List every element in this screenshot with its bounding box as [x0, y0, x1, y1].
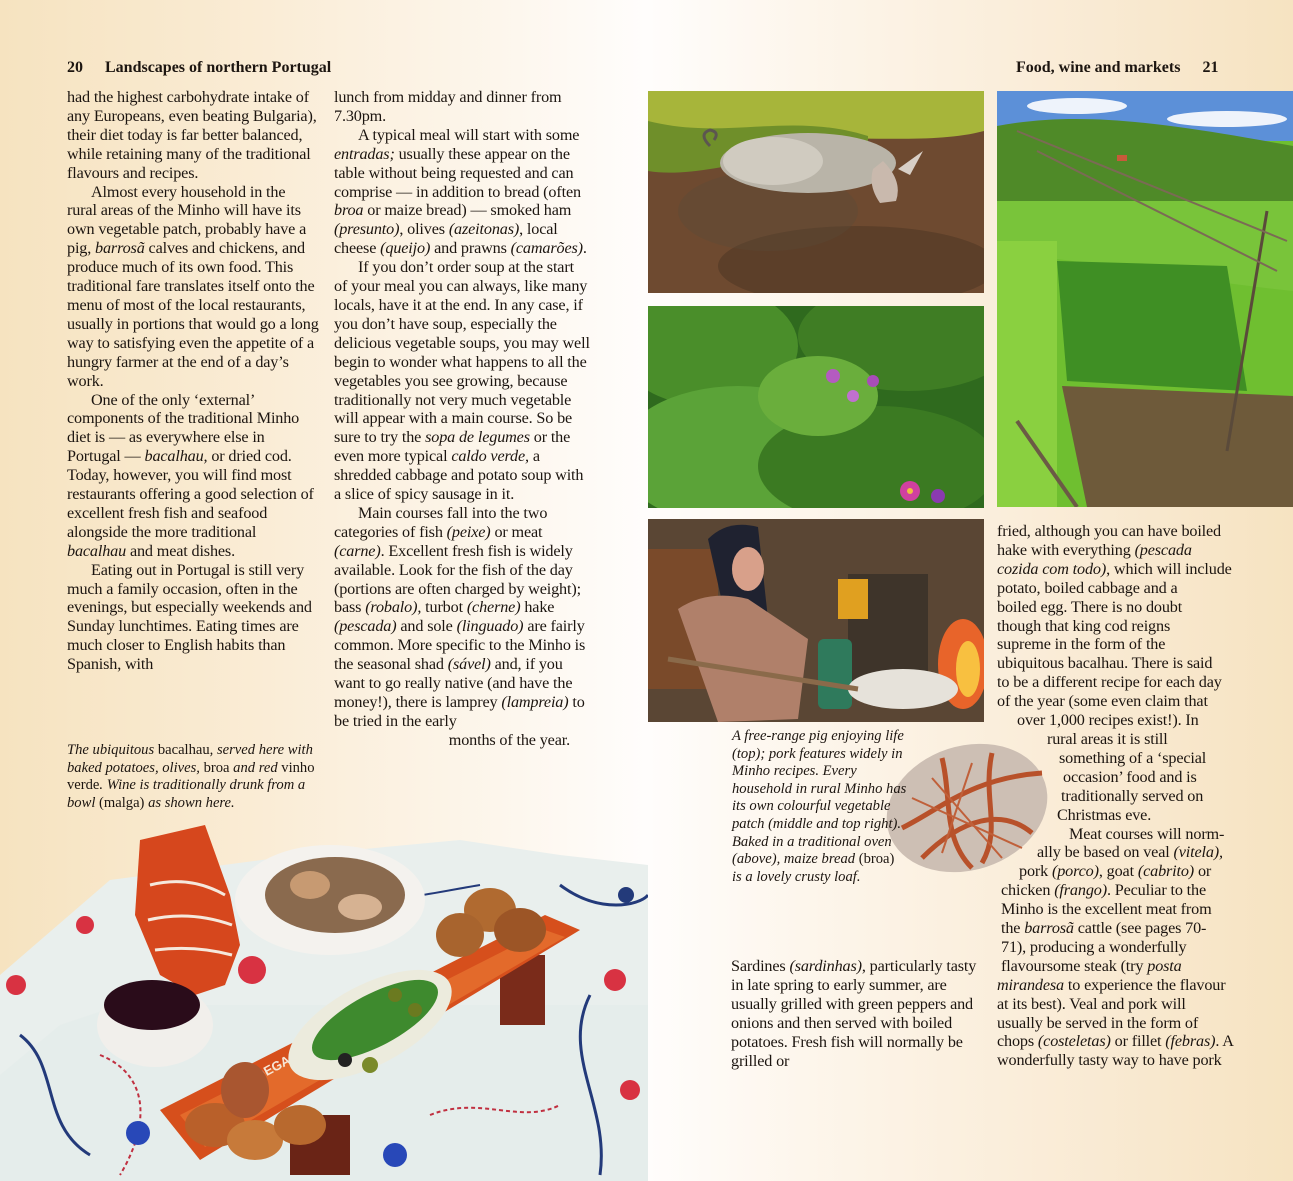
paragraph: Sardines (sardinhas), particularly tasty in late spring to early summer, are usually grilled with green peppers and onions and then served with boiled potatoes. Fresh fish will normally be grilled or [731, 957, 977, 1070]
vineyard-illustration [997, 91, 1293, 507]
text-column-2 [334, 88, 590, 750]
food-illustration [0, 825, 648, 1181]
vineyard-photo [997, 91, 1293, 507]
paragraph: A typical meal will start with some entradas; usually these appear on the table without being requested and can comprise — in addition to bread (often broa or maize bread) — smoked ham (presunto), olives (azeitonas), local cheese (queijo) and prawns (camarões). [334, 125, 587, 258]
bacalhau-platter-photo [0, 825, 648, 1181]
page-number-right: 21 [1202, 59, 1219, 76]
vegetable-patch-photo [648, 306, 984, 508]
oven-illustration [648, 519, 984, 722]
paragraph: One of the only ‘external’ components of the traditional Minho diet is — as everywhere else in Portugal — bacalhau, or dried cod. Today, however, you will find most restaurants offering a good selection of excellent fresh fish and seafood alongside the more traditional bacalhau and meat dishes. [67, 390, 314, 560]
vegetable-patch-illustration [648, 306, 984, 508]
photo-caption-left: The ubiquitous bacalhau, served here with baked potatoes, olives, broa and red vinho verde. Wine is traditionally drunk from a bowl (malga) as shown here. [67, 742, 315, 811]
paragraph-end: months of the year. [448, 730, 570, 749]
pig-illustration [648, 91, 984, 293]
paragraph: If you don’t order soup at the start of your meal you can always, like many locals, have it at the end. In any case, if you don’t have soup, especially the delicious vegetable soups, you may well begin to wonder what happens to all the vegetables you see growing, because traditionally not very much vegetable will appear with a main course. So be sure to try the sopa de legumes or the even more typical caldo verde, a shredded cabbage and potato soup with a slice of spicy sausage in it. [334, 258, 590, 504]
paragraph: Eating out in Portugal is still very much a family occasion, often in the evenings, but especially weekends and Sunday lunchtimes. Eating times are much closer to English habits than Spanish, with [67, 560, 312, 674]
text-column-3 [731, 957, 989, 1070]
text-column-4: fried, although you can have boiled hake with everything (pescada cozida com todo), which will include potato, boiled cabbage and a boiled egg. There is no doubt though that king cod reigns supreme in the form of the ubiquitous bacalhau. There is said to be a different recipe for each day of the year (some even claim that over 1,000 recipes exist!). In rural areas it is still something of a ‘special occasion’ food and is traditionally served on Christmas eve. Meat courses will norm- ally be based on veal (vitela), pork (porco), goat (cabrito) or chicken (frango). Peculiar to the Minho is the excellent meat from the barrosã cattle (see pages 70- 71), producing a wonderfully flavoursome steak (try posta mirandesa to experience the flavour at its best). Veal and pork will usually be served in the form of chops (costeletas) or fillet (febras). A wonderfully tasty way to have pork [997, 522, 1234, 1070]
paragraph: had the highest carbohydrate intake of any Europeans, even beating Bulgaria), their diet today is far better balanced, while retaining many of the traditional flavours and recipes. [67, 88, 317, 182]
running-title-right: Food, wine and markets [1016, 59, 1181, 76]
svg-text:ADEGA DO LAVRADOR: ADEGA [244, 1052, 293, 1088]
paragraph: lunch from midday and dinner from 7.30pm. [334, 88, 562, 125]
page-number-left: 20 [67, 59, 83, 76]
oven-photo [648, 519, 984, 722]
running-head-left [67, 59, 331, 77]
photo-caption-right: A free-range pig enjoying life (top); pork features widely in Minho recipes. Every household in rural Minho has its own colourful vegetable patch (middle and top right). Baked in a traditional oven (above), maize bread (broa) is a lovely crusty loaf. [732, 728, 907, 885]
paragraph: Main courses fall into the two categories of fish (peixe) or meat (carne). Excellent fresh fish is widely available. Look for the fish of the day (portions are often charged by weight); bass (robalo), turbot (cherne) hake (pescada) and sole (linguado) are fairly common. More specific to the Minho is the seasonal shad (sável) and, if you want to go really native (and have the money!), there is lamprey (lampreia) to be tried in the early [334, 503, 586, 730]
running-head-right [1016, 59, 1218, 77]
pig-photo [648, 91, 984, 293]
running-title-left: Landscapes of northern Portugal [105, 59, 332, 76]
text-column-1 [67, 88, 319, 674]
paragraph: Almost every household in the rural areas of the Minho will have its own vegetable patch, probably have a pig, barrosã calves and chickens, and produce much of its own food. This traditional fare translates itself onto the menu of most of the local restaurants, usually in portions that would go a long way to satisfying even the appetite of a hungry farmer at the end of a day’s work. [67, 182, 319, 390]
